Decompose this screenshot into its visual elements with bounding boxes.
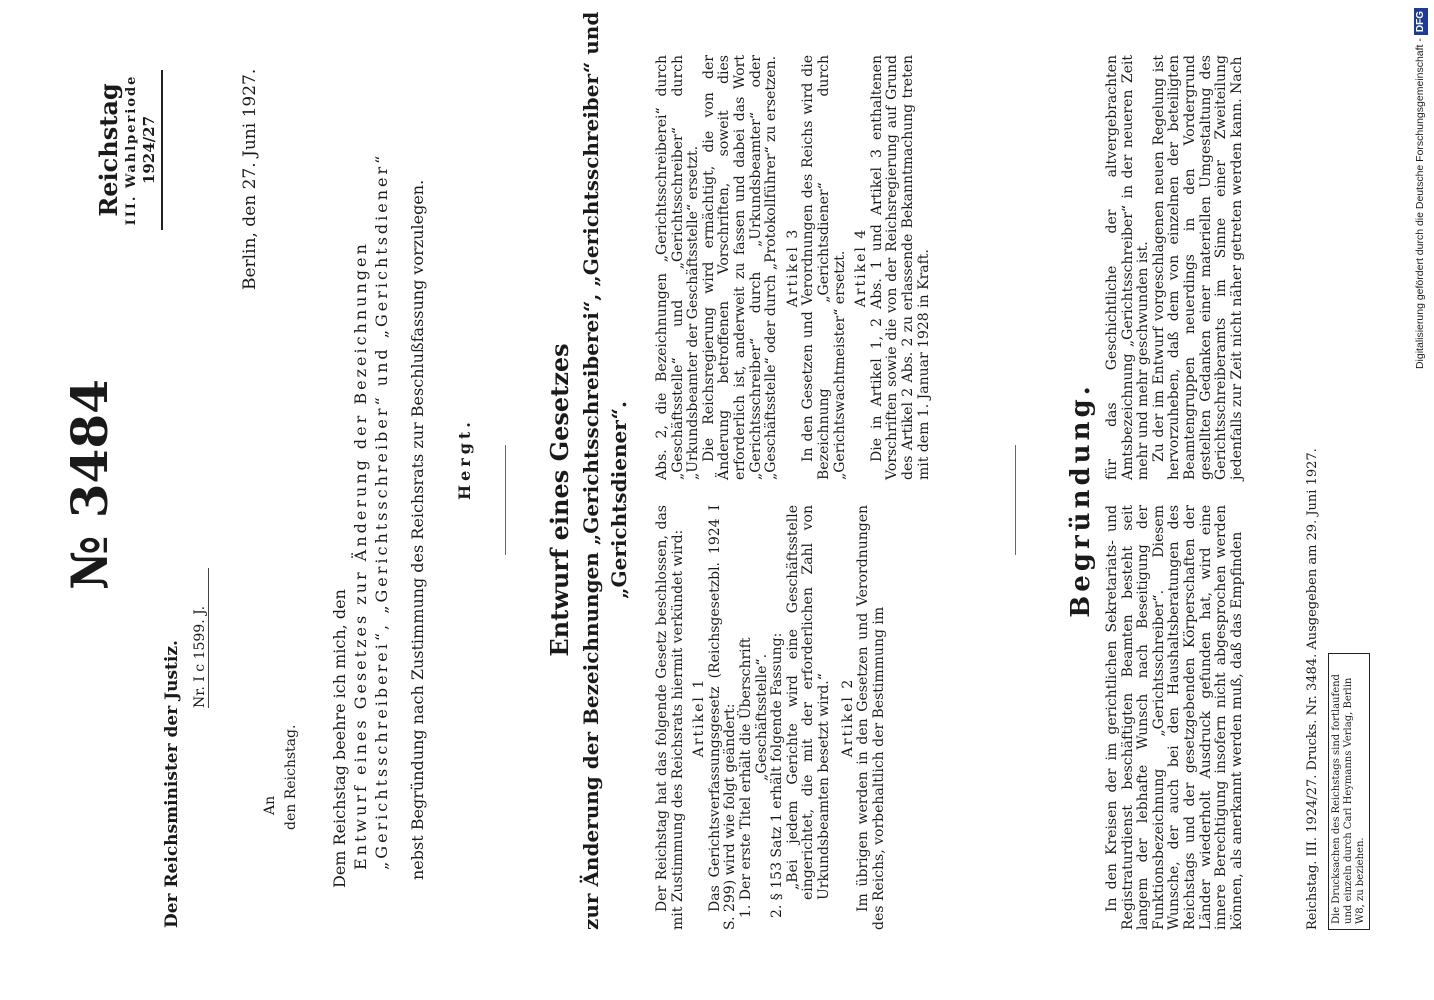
article-4-text: Die in Artikel 1, 2 Abs. 1 und Artikel 3 enthaltenen Vorschriften sowie die von der Reichsregierung auf Grund des Artikel 2 Abs. 2 zu erlassende Bekanntmachung treten mit dem 1. Januar 1928 in Kraft. bbox=[868, 55, 932, 480]
divider-top bbox=[505, 445, 506, 555]
article-1-item-1-text: „Geschäftsstelle“. bbox=[753, 653, 770, 782]
sender: Der Reichsminister der Justiz. bbox=[162, 640, 182, 928]
reasons-column-left bbox=[1105, 505, 1245, 930]
divider-middle bbox=[1015, 445, 1016, 555]
addressee-line1: An bbox=[262, 795, 278, 815]
addressee-line2: den Reichstag. bbox=[283, 724, 299, 830]
draft-subtitle: zur Änderung der Bezeichnungen „Gerichtsschreiberei“, „Gerichtsschreiber“ und bbox=[579, 11, 603, 930]
article-1-item-2: 2. § 153 Satz 1 erhält folgende Fassung: bbox=[769, 632, 786, 918]
header-brace bbox=[161, 70, 163, 230]
draft-mention: Entwurf eines Gesetzes zur Änderung der Bezeichnungen „Gerichtsschreiberei“, „Gerichtsschreiber“ und „Gerichtsdiener“ bbox=[351, 152, 391, 870]
article-2-text: Im übrigen werden in den Gesetzen und Verordnungen des Reichs, vorbehaltlich der Bestimmung im bbox=[855, 505, 887, 930]
draft-subtitle-end: „Gerichtsdiener“. bbox=[607, 401, 631, 599]
article-3-text: In den Gesetzen und Verordnungen des Reichs wird die Bezeichnung „Gerichtsdiener“ durch „Gerichtswachtmeister“ ersetzt. bbox=[800, 55, 848, 480]
draft-title: Entwurf eines Gesetzes bbox=[545, 343, 574, 657]
reasons-text-left: In den Kreisen der im gerichtlichen Sekretariats- und Registraturdienst beschäftigten Beamten besteht seit langem der lebhafte Wunsch nach Beseitigung der Funktionsbezeichnung „Gerichtsschreiber“. Diesem Wunsche, der auch bei den Haushaltsberatungen des Reichstags und der gesetzgebenden Körperschaften der Länder wiederholt Ausdruck gefunden hat, wird eine innere Berechtigung insofern nicht abgesprochen werden können, als anerkannt werden muß, daß das Empfinden bbox=[1104, 505, 1245, 930]
article-1-intro: Das Gerichtsverfassungsgesetz (Reichsgesetzbl. 1924 I S. 299) wird wie folgt geändert: bbox=[706, 505, 739, 930]
dfg-logo: DFG bbox=[1414, 8, 1428, 35]
article-4-heading: Artikel 4 bbox=[853, 227, 870, 308]
signature: Hergt. bbox=[455, 418, 474, 500]
article-2-authorization: Die Reichsregierung wird ermächtigt, die von der Änderung betroffenen Vorschriften, soweit dies erforderlich ist, anderweit zu fassen und dabei das Wort „Gerichtsschreiber“ durch „Urkundsbeamter“ oder „Geschäftsstelle“ oder durch „Protokollführer“ zu ersetzen. bbox=[700, 55, 780, 480]
document-number: № 3484 bbox=[60, 379, 119, 590]
reichstag-heading: Reichstag bbox=[94, 83, 123, 217]
reasons-text-right-2: Zu der im Entwurf vorgeschlagenen neuen Regelung ist hervorzuheben, daß dem von einzelnen der beteiligten Beamtengruppen neuerdings in den Vordergrund gestellten Gedanken einer materiellen Umgestaltung des Gerichtsschreiberamts im Sinne einer Zweiteilung jedenfalls zur Zeit nicht näher getreten werden kann. Nach bbox=[1150, 55, 1245, 480]
article-1-item-2-text: „Bei jedem Gerichte wird eine Geschäftsstelle eingerichtet, die mit der erforderlichen Zahl von Urkundsbeamten besetzt wird.“ bbox=[784, 505, 832, 900]
article-1-item-1: 1. Der erste Titel erhält die Überschrift bbox=[737, 637, 754, 918]
legislative-period: III. Wahlperiode bbox=[124, 74, 139, 226]
reasons-text-right-1: für das Geschichtliche der altvergebrachten Amtsbezeichnung „Gerichtsschreiber“ in der neueren Zeit mehr und mehr geschwunden ist. bbox=[1104, 55, 1152, 480]
footer-imprint: Reichstag. III. 1924/27. Drucks. Nr. 3484. Ausgegeben am 29. Juni 1927. bbox=[1305, 448, 1320, 930]
article-3-heading: Artikel 3 bbox=[784, 227, 801, 308]
draft-column-right bbox=[655, 55, 932, 480]
article-1-heading: Artikel 1 bbox=[691, 677, 708, 758]
enactment-clause: Der Reichstag hat das folgende Gesetz beschlossen, das mit Zustimmung des Reichsrats hiermit verkündet wird: bbox=[654, 505, 686, 930]
letter-intro: Dem Reichstag beehre ich mich, den bbox=[330, 589, 349, 888]
reasons-title: Begründung. bbox=[1066, 382, 1096, 618]
reichstag-block bbox=[95, 70, 163, 230]
footer-box: Die Drucksachen des Reichstags sind fortlaufend und einzeln durch Carl Heymanns Verlag, Berlin W8, zu beziehen. bbox=[1328, 653, 1370, 930]
credit-text: Digitalisierung gefördert durch die Deutsche Forschungsgemeinschaft - bbox=[1414, 38, 1426, 370]
reference-number: Nr. I c 1599. J. bbox=[192, 568, 209, 708]
place-date: Berlin, den 27. Juni 1927. bbox=[240, 68, 260, 290]
article-2-heading: Artikel 2 bbox=[839, 677, 856, 758]
article-2-continued: Abs. 2, die Bezeichnungen „Gerichtsschreiberei“ durch „Geschäftsstelle“ und „Gerichtsschreiber“ durch „Urkundsbeamter der Geschäftsstelle“ ersetzt. bbox=[654, 55, 702, 480]
reasons-column-right bbox=[1105, 55, 1245, 480]
draft-column-left bbox=[655, 505, 887, 930]
letter-tail: nebst Begründung nach Zustimmung des Reichsrats zur Beschlußfassung vorzulegen. bbox=[408, 179, 427, 880]
legislative-years: 1924/27 bbox=[140, 115, 158, 185]
